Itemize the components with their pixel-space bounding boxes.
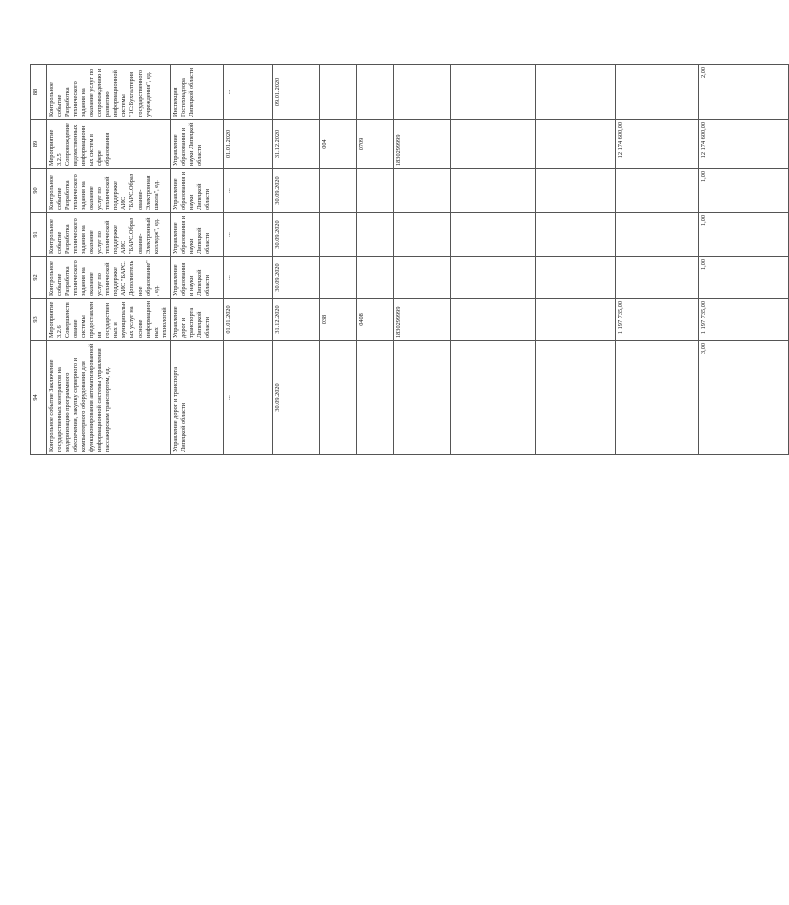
- amount-2020-cell: 1 197 735,00: [615, 299, 698, 341]
- column-end: [272, 65, 319, 455]
- end-date-cell: 09.01.2020: [272, 65, 319, 120]
- start-date-cell: ...: [223, 169, 272, 213]
- amount-2021-cell: 3,00: [698, 341, 788, 455]
- target-article-cell: [393, 341, 450, 455]
- executor-cell: Управление образования и науки Липецкой области: [170, 169, 223, 213]
- row-number-cell: 92: [31, 257, 47, 299]
- amount-2021-cell: 1 197 735,00: [698, 299, 788, 341]
- amount-2020-cell: [615, 341, 698, 455]
- start-date-cell: ...: [223, 213, 272, 257]
- activity-name-cell: Контрольное событие Заключение государственных контрактов на модернизацию программного обеспечения, закупку серверного и компьютерного оборудования для функционирования автоматизированной информационной системы управления пассажирским транспортом, ед.: [47, 341, 171, 455]
- section-cell: [356, 257, 393, 299]
- budget-admin-cell: [319, 257, 356, 299]
- column-s2020: [615, 65, 698, 455]
- expense-type-cell: [450, 120, 535, 169]
- amount-2019-cell: [535, 65, 615, 120]
- column-s2019: [535, 65, 615, 455]
- start-date-cell: 01.01.2020: [223, 299, 272, 341]
- budget-admin-cell: [319, 169, 356, 213]
- row-number-cell: 90: [31, 169, 47, 213]
- program-table: [30, 64, 789, 455]
- end-date-cell: 31.12.2020: [272, 120, 319, 169]
- amount-2019-cell: [535, 341, 615, 455]
- row-number-cell: 91: [31, 213, 47, 257]
- column-executor: [170, 65, 223, 455]
- budget-admin-cell: 038: [319, 299, 356, 341]
- column-vr: [450, 65, 535, 455]
- amount-2020-cell: [615, 169, 698, 213]
- amount-2021-cell: 1,00: [698, 169, 788, 213]
- end-date-cell: 31.12.2020: [272, 299, 319, 341]
- column-rzpr: [356, 65, 393, 455]
- amount-2021-cell: 2,00: [698, 65, 788, 120]
- executor-cell: Управление дорог и транспорта Липецкой области: [170, 341, 223, 455]
- section-cell: 0709: [356, 120, 393, 169]
- target-article-cell: [393, 213, 450, 257]
- executor-cell: Управление дорог и транспорта Липецкой области: [170, 299, 223, 341]
- column-csr: [393, 65, 450, 455]
- amount-2020-cell: 12 174 600,00: [615, 120, 698, 169]
- amount-2020-cell: [615, 213, 698, 257]
- row-number-cell: 93: [31, 299, 47, 341]
- column-name: [47, 65, 171, 455]
- amount-2019-cell: [535, 257, 615, 299]
- activity-name-cell: Контрольное событие Разработка технического задания на оказание услуг по технической поддержке АИС "БАРС.Образование-Электронная школа", ед.: [47, 169, 171, 213]
- activity-name-cell: Контрольное событие Разработка технического задания на оказание услуг по технической поддержке АИС "БАРС. Дополнительное образование", ед.: [47, 257, 171, 299]
- column-grbs: [319, 65, 356, 455]
- end-date-cell: 30.09.2020: [272, 257, 319, 299]
- expense-type-cell: [450, 257, 535, 299]
- start-date-cell: 01.01.2020: [223, 120, 272, 169]
- column-n: [31, 65, 47, 455]
- executor-cell: Управление образования и науки Липецкой области: [170, 257, 223, 299]
- activity-name-cell: Контрольное событие Разработка технического задания на оказание услуг по технической поддержке АИС "БАРС.Образование-Электронный колледж", ед.: [47, 213, 171, 257]
- target-article-cell: [393, 169, 450, 213]
- row-number-cell: 94: [31, 341, 47, 455]
- target-article-cell: 1830299999: [393, 120, 450, 169]
- amount-2019-cell: [535, 299, 615, 341]
- start-date-cell: ...: [223, 65, 272, 120]
- expense-type-cell: [450, 169, 535, 213]
- amount-2019-cell: [535, 120, 615, 169]
- amount-2020-cell: [615, 257, 698, 299]
- expense-type-cell: [450, 299, 535, 341]
- column-s2021: [698, 65, 788, 455]
- target-article-cell: [393, 65, 450, 120]
- row-number-cell: 88: [31, 65, 47, 120]
- amount-2020-cell: [615, 65, 698, 120]
- amount-2021-cell: 12 174 600,00: [698, 120, 788, 169]
- end-date-cell: 30.09.2020: [272, 341, 319, 455]
- amount-2021-cell: 1,00: [698, 257, 788, 299]
- activity-name-cell: Контрольное событие Разработка технического задания на оказание услуг по сопровождению и развитию информационной системы "1С:Бухгалтерия государственного учреждения", ед.: [47, 65, 171, 120]
- section-cell: [356, 213, 393, 257]
- executor-cell: Инспекция Гостехнадзора Липецкой области: [170, 65, 223, 120]
- end-date-cell: 30.09.2020: [272, 213, 319, 257]
- expense-type-cell: [450, 65, 535, 120]
- rotated-page: [30, 67, 707, 455]
- start-date-cell: ...: [223, 341, 272, 455]
- budget-admin-cell: [319, 65, 356, 120]
- column-start: [223, 65, 272, 455]
- section-cell: [356, 65, 393, 120]
- target-article-cell: [393, 257, 450, 299]
- row-number-cell: 89: [31, 120, 47, 169]
- expense-type-cell: [450, 341, 535, 455]
- activity-name-cell: Мероприятие 3.2.6 Совершенствование системы предоставления государственных и муниципальных услуг на основе информационных технологий: [47, 299, 171, 341]
- section-cell: [356, 169, 393, 213]
- section-cell: [356, 341, 393, 455]
- expense-type-cell: [450, 213, 535, 257]
- start-date-cell: ...: [223, 257, 272, 299]
- amount-2019-cell: [535, 169, 615, 213]
- budget-admin-cell: [319, 213, 356, 257]
- section-cell: 0408: [356, 299, 393, 341]
- target-article-cell: 1830299999: [393, 299, 450, 341]
- executor-cell: Управление образования и науки Липецкой области: [170, 120, 223, 169]
- budget-admin-cell: 004: [319, 120, 356, 169]
- end-date-cell: 30.09.2020: [272, 169, 319, 213]
- executor-cell: Управление образования и науки Липецкой области: [170, 213, 223, 257]
- amount-2021-cell: 1,00: [698, 213, 788, 257]
- amount-2019-cell: [535, 213, 615, 257]
- budget-admin-cell: [319, 341, 356, 455]
- activity-name-cell: Мероприятие 3.2.5 Сопровождение ведомственных информационных систем в сфере образования: [47, 120, 171, 169]
